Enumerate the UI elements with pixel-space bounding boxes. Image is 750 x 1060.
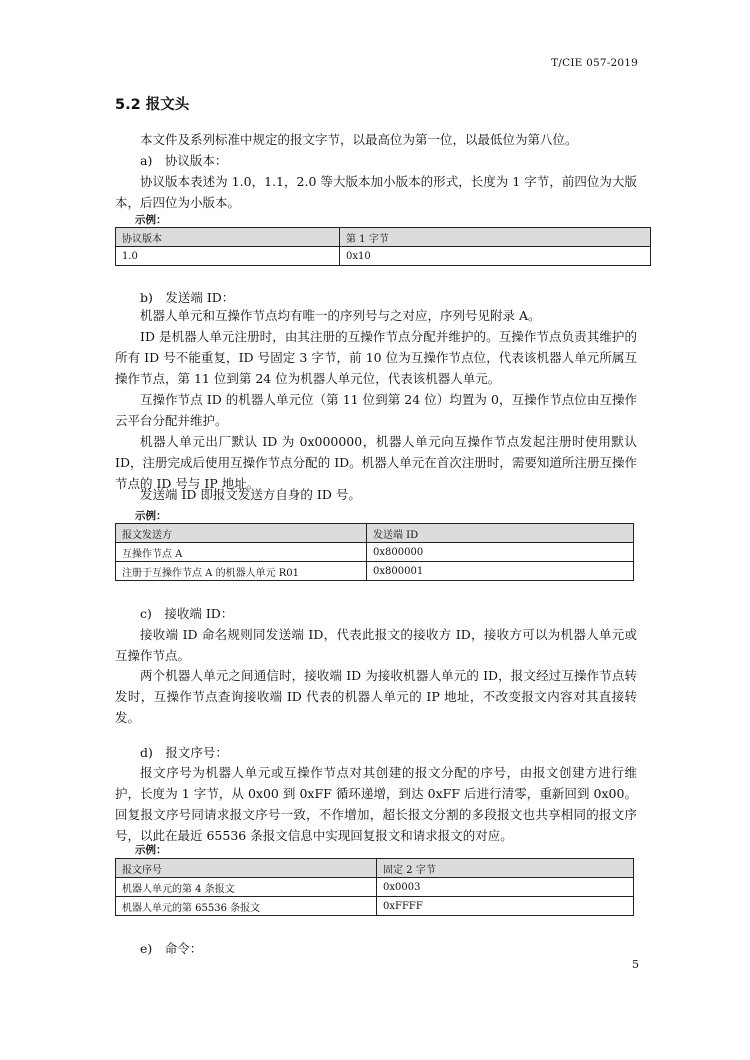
table-header-cell: 报文序号 [116,859,377,878]
intro-paragraph: 本文件及系列标准中规定的报文字节，以最高位为第一位，以最低位为第八位。 [140,132,578,147]
example-label: 示例： [135,844,167,856]
table-cell: 机器人单元的第 65536 条报文 [116,897,377,916]
item-d-title: d) 报文序号： [140,745,228,760]
standard-number: T/CIE 057-2019 [551,57,638,69]
table-header-cell: 固定 2 字节 [377,859,634,878]
example-label: 示例： [135,510,167,522]
table-cell: 0x800001 [367,562,634,581]
page-number: 5 [632,958,639,971]
item-c-paragraph-1: 接收端 ID 命名规则同发送端 ID，代表此报文的接收方 ID，接收方可以为机器人单元或互操作节点。 [115,627,637,663]
example-label: 示例： [135,214,167,226]
version-table [115,227,651,266]
item-c-title: c) 接收端 ID： [140,606,234,621]
table-cell: 0x800000 [367,543,634,562]
item-e-title: e) 命令： [140,941,203,956]
sender-id-table [115,523,634,581]
table-cell: 0x0003 [377,878,634,897]
table-cell: 0x10 [340,247,651,266]
item-a-paragraph: 协议版本表述为 1.0，1.1，2.0 等大版本加小版本的形式，长度为 1 字节，前四位为大版本，后四位为小版本。 [115,174,637,210]
sequence-table [115,858,634,916]
item-b-title: b) 发送端 ID： [140,290,235,305]
table-cell: 机器人单元的第 4 条报文 [116,878,377,897]
item-b-paragraph-3: 互操作节点 ID 的机器人单元位（第 11 位到第 24 位）均置为 0，互操作节点位由互操作云平台分配并维护。 [115,392,637,428]
item-b-paragraph-4: 机器人单元出厂默认 ID 为 0x000000，机器人单元向互操作节点发起注册时使用默认 ID，注册完成后使用互操作节点分配的 ID。机器人单元在首次注册时，需要知道所注册互操作节点的 ID 号与 IP 地址。 [115,434,637,491]
table-header-cell: 发送端 ID [367,524,634,543]
item-c-paragraph-2: 两个机器人单元之间通信时，接收端 ID 为接收机器人单元的 ID，报文经过互操作节点转发时，互操作节点查询接收端 ID 代表的机器人单元的 IP 地址，不改变报文内容对其直接转发。 [115,668,637,725]
item-b-paragraph-2: ID 是机器人单元注册时，由其注册的互操作节点分配并维护的。互操作节点负责其维护的所有 ID 号不能重复，ID 号固定 3 字节，前 10 位为互操作节点位，代表该机器人单元所属互操作节点，第 11 位到第 24 位为机器人单元位，代表该机器人单元。 [115,329,637,386]
item-b-paragraph-5: 发送端 ID 即报文发送方自身的 ID 号。 [140,487,361,502]
item-b-paragraph-1: 机器人单元和互操作节点均有唯一的序列号与之对应，序列号见附录 A。 [140,308,541,323]
table-cell: 互操作节点 A [116,543,367,562]
table-header-cell: 协议版本 [116,228,340,247]
item-d-paragraph: 报文序号为机器人单元或互操作节点对其创建的报文分配的序号，由报文创建方进行维护，长度为 1 字节，从 0x00 到 0xFF 循环递增，到达 0xFF 后进行清零，重新回到 0x00。回复报文序号同请求报文序号一致，不作增加，超长报文分割的多段报文也共享相同的报文序号，以此在最近 65536 条报文信息中实现回复报文和请求报文的对应。 [115,765,637,843]
table-header-cell: 第 1 字节 [340,228,651,247]
item-a-title: a) 协议版本： [140,153,228,168]
table-cell: 1.0 [116,247,340,266]
table-cell: 0xFFFF [377,897,634,916]
table-cell: 注册于互操作节点 A 的机器人单元 R01 [116,562,367,581]
section-title: 5.2 报文头 [115,97,190,113]
table-header-cell: 报文发送方 [116,524,367,543]
